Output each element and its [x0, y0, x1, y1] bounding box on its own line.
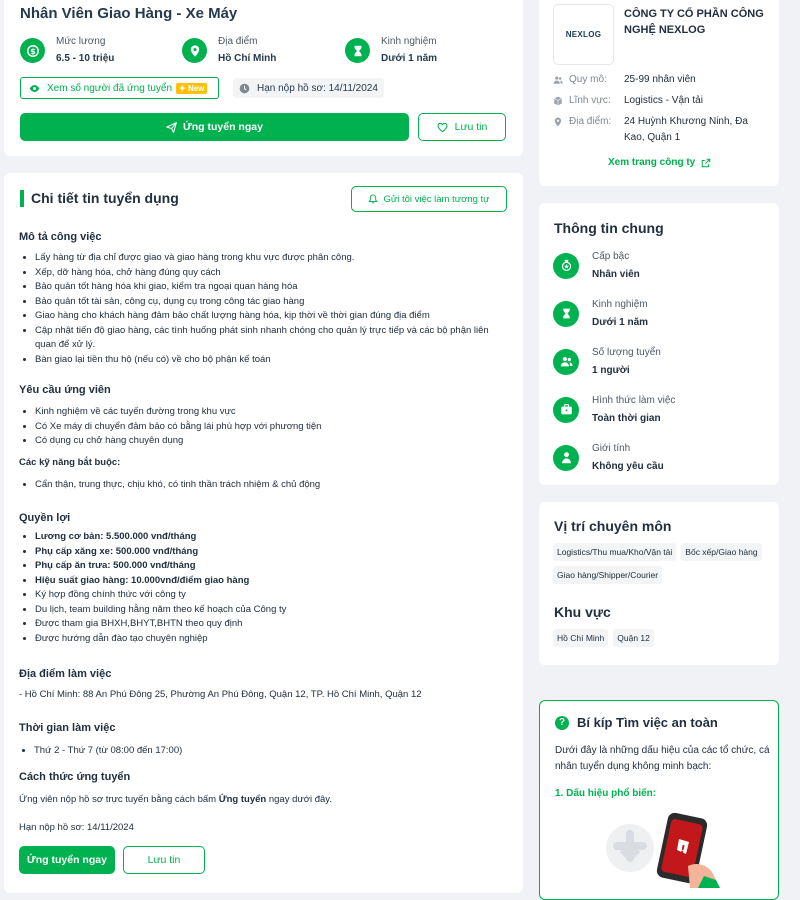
deadline-text: Hạn nộp hồ sơ: 14/11/2024 [257, 82, 378, 94]
area-tags [553, 629, 773, 647]
experience-label: Kinh nghiệm [381, 36, 437, 47]
tips-description: Dưới đây là những dấu hiệu của các tổ chức, cá nhân tuyển dụng không minh bạch: [555, 745, 770, 772]
workplace-title: Địa điểm làm việc [19, 668, 112, 680]
job-detail-card [4, 173, 523, 893]
experience-value: Dưới 1 năm [592, 317, 649, 328]
list-item: • Có dụng cụ chở hàng chuyên dụng [35, 434, 495, 449]
rank-value: Nhân viên [592, 269, 640, 280]
list-item: • Hiệu suất giao hàng: 10.000vnđ/điểm giao hàng [35, 574, 495, 589]
worktype-value: Toàn thời gian [592, 413, 661, 424]
tips-title-text: Bí kíp Tìm việc an toàn [577, 715, 718, 730]
people-icon [553, 75, 563, 85]
quantity-label: Số lượng tuyển [592, 347, 661, 358]
location-pin-icon [553, 117, 563, 127]
position-title: Vị trí chuyên môn [554, 518, 672, 534]
hourglass-icon [345, 38, 370, 63]
list-item: • Du lịch, team building hằng năm theo kế hoạch của Công ty [35, 603, 495, 618]
salary-label: Mức lương [56, 36, 106, 47]
list-item: • Ký hợp đồng chính thức với công ty [35, 588, 495, 603]
experience-info [345, 35, 437, 66]
skills-list [35, 478, 495, 493]
company-size-label: Quy mô: [569, 74, 607, 85]
view-applicants-label: Xem số người đã ứng tuyển [47, 82, 173, 94]
send-icon [166, 122, 177, 133]
company-name[interactable]: CÔNG TY CỔ PHẦN CÔNG NGHỆ NEXLOG [624, 8, 764, 36]
detail-title: Chi tiết tin tuyển dụng [20, 190, 179, 207]
skills-title: Các kỹ năng bắt buộc: [19, 457, 121, 468]
howto-text-bold: Ứng tuyển [218, 794, 267, 805]
view-company-label: Xem trang công ty [608, 157, 696, 168]
tips-point: 1. Dấu hiệu phổ biến: [555, 788, 657, 799]
tag-quan-12[interactable]: Quận 12 [613, 629, 654, 647]
list-item: • Cập nhật tiến độ giao hàng, các tình huống phát sinh nhanh chóng cho quản lý trực tiếp và các bộ phận liên quan để xử lý. [35, 324, 495, 353]
company-address-row [553, 114, 764, 146]
briefcase-icon [553, 397, 579, 423]
send-similar-jobs-button[interactable] [351, 186, 507, 212]
hourglass-icon [553, 301, 579, 327]
gender-value: Không yêu cầu [592, 461, 664, 472]
company-size-row [553, 72, 764, 88]
view-company-link[interactable] [608, 157, 711, 168]
send-similar-jobs-label: Gửi tôi việc làm tương tự [383, 193, 490, 205]
question-icon: ? [555, 716, 569, 730]
quantity-value: 1 người [592, 365, 630, 376]
bottom-deadline: Hạn nộp hồ sơ: 14/11/2024 [19, 822, 134, 833]
new-badge: ✦ New [176, 83, 207, 94]
list-item: • Được hướng dẫn đào tạo chuyên nghiệp [35, 632, 495, 647]
list-item: • Giao hàng cho khách hàng đảm bảo chất lượng hàng hóa, kịp thời về thời gian đúng địa điểm [35, 309, 495, 324]
list-item: • Bảo quản tốt tài sản, công cụ, dụng cụ trong công tác giao hàng [35, 295, 495, 310]
job-title: Nhân Viên Giao Hàng - Xe Máy [20, 5, 238, 22]
worktype-label: Hình thức làm việc [592, 395, 676, 406]
worktime-title: Thời gian làm việc [19, 722, 116, 734]
list-item: • Phụ cấp ăn trưa: 500.000 vnđ/tháng [35, 559, 495, 574]
eye-icon [29, 83, 40, 94]
list-item: • Có Xe máy di chuyển đảm bảo có bằng lái phù hợp với phương tiện [35, 420, 495, 435]
salary-info [20, 35, 114, 66]
company-field-value: Logistics - Vận tải [624, 95, 703, 106]
cube-icon [553, 96, 563, 106]
salary-value: 6.5 - 10 triệu [56, 53, 115, 64]
salary-icon [20, 38, 45, 63]
apply-now-bottom-button[interactable]: Ứng tuyển ngay [19, 846, 115, 874]
safe-job-tips-card [539, 700, 779, 900]
company-logo[interactable] [553, 4, 614, 65]
area-title: Khu vực [554, 604, 611, 620]
company-field-label: Lĩnh vực: [569, 95, 611, 106]
rank-label: Cấp bậc [592, 251, 630, 262]
job-description-title: Mô tả công việc [19, 231, 102, 243]
list-item: • Lương cơ bản: 5.500.000 vnđ/tháng [35, 530, 495, 545]
list-item: • Cẩn thận, trung thực, chịu khó, có tinh thần trách nhiệm & chủ động [35, 478, 495, 493]
requirements-title: Yêu cầu ứng viên [19, 384, 111, 396]
rank-icon [553, 253, 579, 279]
howto-title: Cách thức ứng tuyển [19, 771, 131, 783]
experience-value: Dưới 1 năm [381, 53, 438, 64]
company-logo-text: NEXLOG [565, 30, 602, 39]
tips-title [555, 715, 718, 730]
list-item: • Kinh nghiệm về các tuyến đường trong khu vực [35, 405, 495, 420]
howto-text-after: ngay dưới đây. [266, 794, 332, 805]
company-field-row [553, 93, 764, 109]
location-label: Địa điểm [218, 36, 258, 47]
svg-text:!: ! [678, 842, 687, 857]
location-info [182, 35, 276, 66]
tag-logistics[interactable]: Logistics/Thu mua/Kho/Vận tải [553, 543, 676, 561]
external-link-icon [701, 158, 711, 168]
general-item-experience [553, 298, 648, 329]
position-tags [553, 543, 773, 584]
general-info-card [539, 203, 779, 485]
apply-now-button[interactable] [20, 113, 409, 141]
list-item: • Được tham gia BHXH,BHYT,BHTN theo quy định [35, 617, 495, 632]
category-card [539, 502, 779, 665]
worktime-list [34, 744, 182, 759]
howto-text [19, 794, 332, 805]
tag-shipper[interactable]: Giao hàng/Shipper/Courier [553, 566, 662, 584]
save-job-label: Lưu tin [454, 121, 488, 133]
list-item: • Thứ 2 - Thứ 7 (từ 08:00 đến 17:00) [34, 744, 182, 759]
company-address-label: Địa điểm: [569, 116, 612, 127]
howto-text-before: Ứng viên nộp hồ sơ trực tuyến bằng cách bấm [19, 794, 219, 805]
save-job-button[interactable] [418, 113, 506, 141]
svg-text:$: $ [29, 46, 36, 56]
tag-loading-delivery[interactable]: Bốc xếp/Giao hàng [681, 543, 761, 561]
bell-icon [368, 194, 378, 204]
location-value: Hồ Chí Minh [218, 53, 277, 64]
clock-icon [239, 83, 250, 94]
general-item-quantity [553, 346, 661, 377]
deadline-chip [233, 78, 384, 98]
phone-warning-illustration [592, 808, 742, 888]
requirements-list [35, 405, 495, 449]
job-description-list [35, 251, 495, 367]
person-icon [553, 445, 579, 471]
general-item-worktype [553, 394, 675, 425]
company-address-value: 24 Huỳnh Khương Ninh, Đa Kao, Quận 1 [624, 116, 748, 143]
save-job-bottom-button[interactable]: Lưu tin [123, 846, 205, 874]
list-item: • Xếp, dỡ hàng hóa, chở hàng đúng quy cách [35, 266, 495, 281]
job-header-card [4, 0, 523, 156]
list-item: • Bảo quản tốt hàng hóa khi giao, kiểm tra ngoại quan hàng hóa [35, 280, 495, 295]
tag-ho-chi-minh[interactable]: Hồ Chí Minh [553, 629, 608, 647]
experience-label: Kinh nghiệm [592, 299, 648, 310]
apply-now-label: Ứng tuyển ngay [183, 121, 263, 133]
benefits-title: Quyền lợi [19, 512, 71, 524]
list-item: • Phụ cấp xăng xe: 500.000 vnđ/tháng [35, 545, 495, 560]
general-info-title: Thông tin chung [554, 220, 664, 236]
gender-label: Giới tính [592, 443, 631, 454]
people-icon [553, 349, 579, 375]
general-item-rank [553, 250, 640, 281]
company-size-value: 25-99 nhân viên [624, 74, 696, 85]
workplace-address: - Hồ Chí Minh: 88 An Phú Đông 25, Phường An Phú Đông, Quận 12, TP. Hồ Chí Minh, Quận 12 [19, 689, 422, 700]
list-item: • Lấy hàng từ địa chỉ được giao và giao hàng trong khu vực được phân công. [35, 251, 495, 266]
benefits-list [35, 530, 495, 646]
list-item: • Bàn giao lại tiền thu hộ (nếu có) về cho bộ phận kế toán [35, 353, 495, 368]
heart-icon [437, 122, 448, 133]
company-card [539, 0, 779, 186]
general-item-gender [553, 442, 664, 473]
view-applicants-button[interactable] [20, 77, 219, 99]
location-pin-icon [182, 38, 207, 63]
